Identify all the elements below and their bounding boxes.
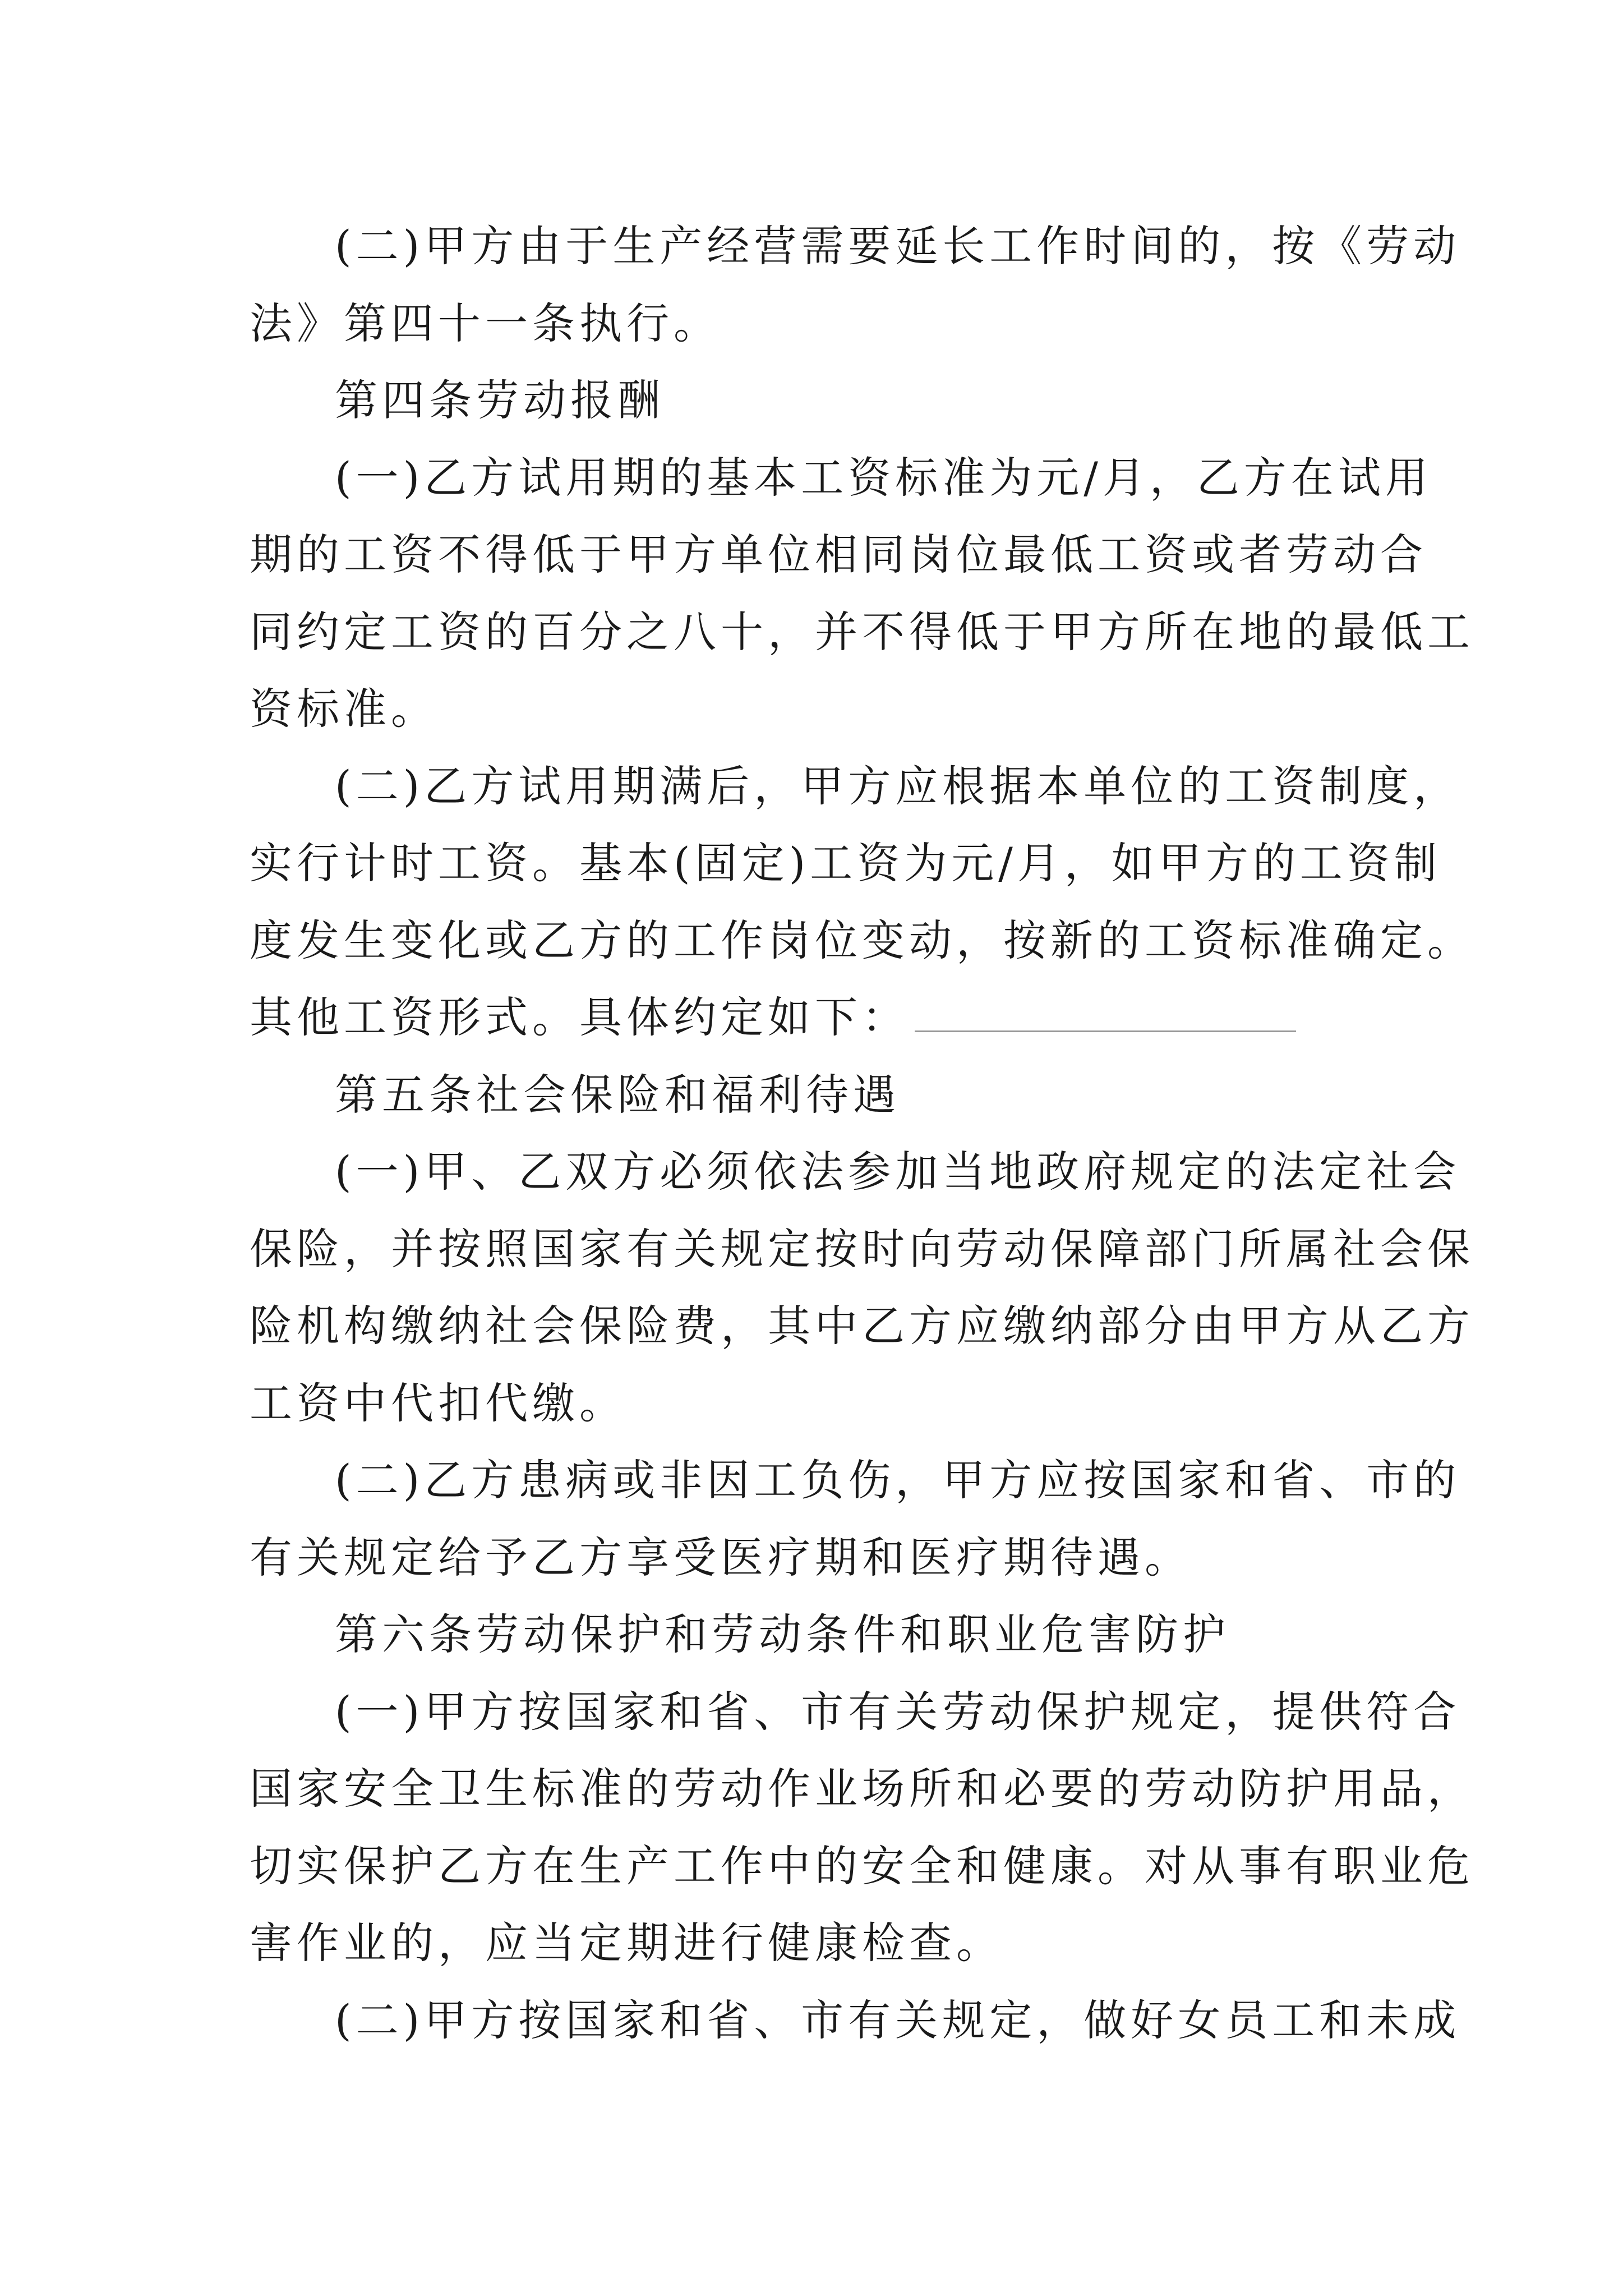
paragraph-line-with-blank — [250, 979, 1388, 1056]
paragraph-line: (一)甲方按国家和省、市有关劳动保护规定，提供符合 — [335, 1686, 1461, 1737]
paragraph-line: 资标准。 — [250, 684, 438, 734]
paragraph-line: (二)甲方由于生产经营需要延长工作时间的，按《劳动 — [335, 221, 1461, 271]
paragraph-line: 切实保护乙方在生产工作中的安全和健康。对从事有职业危 — [250, 1841, 1474, 1891]
section-heading-article-6: 第六条劳动保护和劳动条件和职业危害防护 — [335, 1609, 1230, 1659]
section-heading-article-5: 第五条社会保险和福利待遇 — [335, 1069, 900, 1120]
paragraph-line: (二)乙方试用期满后，甲方应根据本单位的工资制度， — [335, 761, 1461, 811]
paragraph-line: (一)乙方试用期的基本工资标准为元/月，乙方在试用 — [335, 452, 1432, 503]
paragraph-line: 有关规定给予乙方享受医疗期和医疗期待遇。 — [250, 1532, 1192, 1582]
paragraph-line: 期的工资不得低于甲方单位相同岗位最低工资或者劳动合 — [250, 530, 1427, 579]
paragraph-line: 国家安全卫生标准的劳动作业场所和必要的劳动防护用品， — [250, 1764, 1474, 1814]
paragraph-line: 法》第四十一条执行。 — [250, 298, 721, 348]
paragraph-line: 同约定工资的百分之八十，并不得低于甲方所在地的最低工 — [250, 606, 1474, 657]
paragraph-line: 保险，并按照国家有关规定按时向劳动保障部门所属社会保 — [250, 1223, 1474, 1274]
paragraph-line: 工资中代扣代缴。 — [250, 1378, 626, 1428]
paragraph-line: (二)乙方患病或非因工负伤，甲方应按国家和省、市的 — [335, 1455, 1461, 1505]
paragraph-line: (一)甲、乙双方必须依法参加当地政府规定的法定社会 — [335, 1147, 1461, 1197]
paragraph-line: 实行计时工资。基本(固定)工资为元/月，如甲方的工资制 — [250, 838, 1441, 888]
paragraph-line: 险机构缴纳社会保险费，其中乙方应缴纳部分由甲方从乙方 — [250, 1301, 1474, 1351]
paragraph-line: (二)甲方按国家和省、市有关规定，做好女员工和未成 — [335, 1995, 1461, 2045]
section-heading-article-4: 第四条劳动报酬 — [335, 375, 665, 425]
paragraph-line: 度发生变化或乙方的工作岗位变动，按新的工资标准确定。 — [250, 915, 1474, 965]
contract-text — [250, 208, 1474, 2059]
fill-in-blank-underline[interactable] — [915, 997, 1296, 1032]
paragraph-text: 其他工资形式。具体约定如下： — [250, 992, 909, 1042]
paragraph-line: 害作业的，应当定期进行健康检查。 — [250, 1918, 1003, 1968]
